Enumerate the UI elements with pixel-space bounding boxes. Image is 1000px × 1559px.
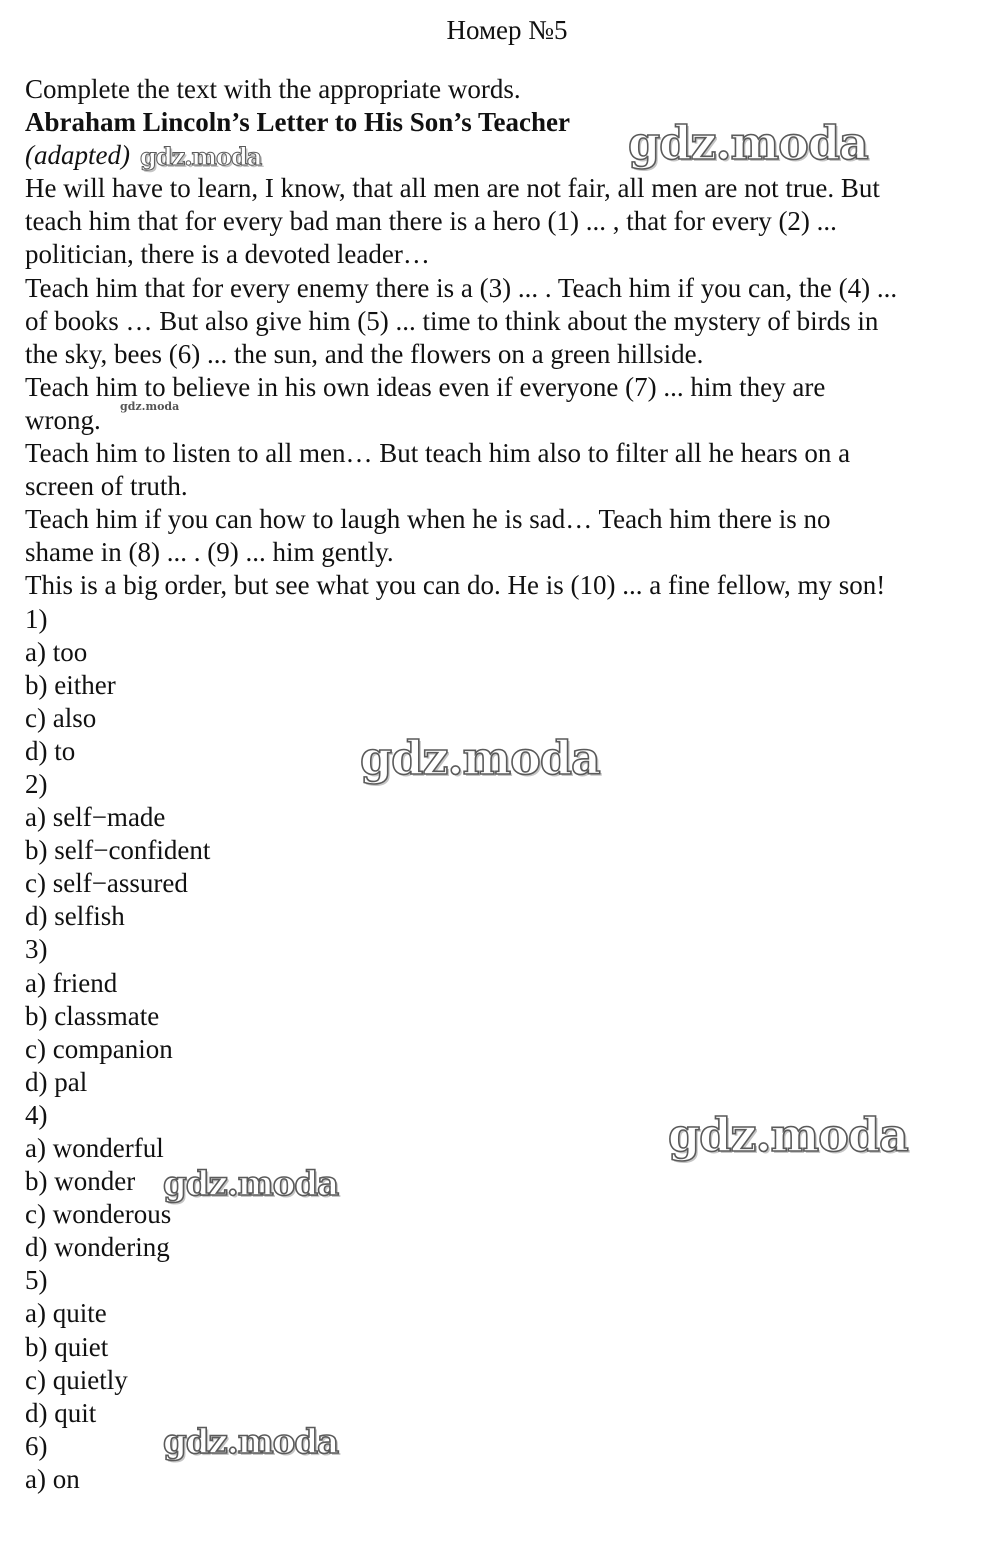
question-list: [25, 603, 985, 1497]
letter-text: [25, 172, 985, 602]
text-line: wrong.: [25, 404, 101, 435]
question-number: 6): [25, 1430, 48, 1461]
text-line: screen of truth.: [25, 471, 188, 502]
page-title: Номер №5: [446, 15, 568, 45]
answer-option: a) quite: [25, 1298, 107, 1329]
answer-option: c) wonderous: [25, 1199, 172, 1230]
text-line: He will have to learn, I know, that all men are not fair, all men are not true. But: [25, 173, 880, 204]
question-number: 1): [25, 603, 48, 634]
text-line: the sky, bees (6) ... the sun, and the flowers on a green hillside.: [25, 338, 704, 369]
answer-option: b) classmate: [25, 1000, 160, 1031]
watermark: gdz.moda: [163, 1164, 339, 1204]
answer-option: a) on: [25, 1463, 80, 1494]
answer-option: a) wonderful: [25, 1133, 164, 1163]
question-3: [25, 933, 985, 1098]
answer-option: d) selfish: [25, 901, 125, 932]
question-4: [25, 1099, 985, 1264]
text-line: teach him that for every bad man there is a hero (1) ... , that for every (2) ...: [25, 206, 837, 237]
answer-option: d) wondering: [25, 1232, 170, 1263]
text-line: Teach him that for every enemy there is a (3) ... . Teach him if you can, the (4) ...: [25, 272, 898, 303]
question-2: [25, 768, 985, 933]
text-line: shame in (8) ... . (9) ... him gently.: [25, 537, 394, 568]
answer-option: b) quiet: [25, 1331, 109, 1362]
instruction: Complete the text with the appropriate words.: [25, 74, 521, 104]
watermark: gdz.moda: [140, 142, 262, 171]
answer-option: b) self−confident: [25, 835, 211, 866]
answer-option: c) companion: [25, 1033, 173, 1064]
document-body: [25, 73, 985, 1496]
watermark: gdz.moda: [628, 116, 868, 170]
answer-option: b) either: [25, 669, 116, 700]
text-line: Teach him to believe in his own ideas even if everyone (7) ... him they are: [25, 371, 826, 402]
question-1: [25, 603, 985, 768]
text-line: of books … But also give him (5) ... time to think about the mystery of birds in: [25, 305, 879, 336]
text-line: politician, there is a devoted leader…: [25, 239, 430, 270]
answer-option: c) also: [25, 702, 97, 733]
watermark: gdz.moda: [120, 400, 180, 413]
watermark: gdz.moda: [163, 1422, 339, 1462]
question-number: 4): [25, 1099, 48, 1130]
answer-option: a) friend: [25, 967, 118, 998]
text-line: This is a big order, but see what you can do. He is (10) ... a fine fellow, my son!: [25, 570, 886, 601]
question-5: [25, 1264, 985, 1429]
question-number: 5): [25, 1265, 48, 1296]
text-line: Teach him if you can how to laugh when he is sad… Teach him there is no: [25, 504, 831, 535]
answer-option: a) self−made: [25, 802, 166, 833]
question-number: 2): [25, 768, 48, 799]
watermark: gdz.moda: [360, 731, 600, 785]
watermark: gdz.moda: [668, 1108, 908, 1162]
answer-option: d) to: [25, 735, 76, 766]
answer-option: a) too: [25, 636, 88, 667]
answer-option: c) self−assured: [25, 868, 188, 899]
question-6: [25, 1430, 985, 1496]
heading-note: (adapted): [25, 140, 130, 171]
text-line: Teach him to listen to all men… But teach him also to filter all he hears on a: [25, 438, 851, 469]
answer-option: d) pal: [25, 1066, 88, 1097]
answer-option: c) quietly: [25, 1364, 128, 1395]
answer-option: b) wonder: [25, 1166, 136, 1197]
text-heading: Abraham Lincoln’s Letter to His Son’s Teacher: [25, 107, 571, 138]
answer-option: d) quit: [25, 1397, 97, 1428]
question-number: 3): [25, 934, 48, 965]
